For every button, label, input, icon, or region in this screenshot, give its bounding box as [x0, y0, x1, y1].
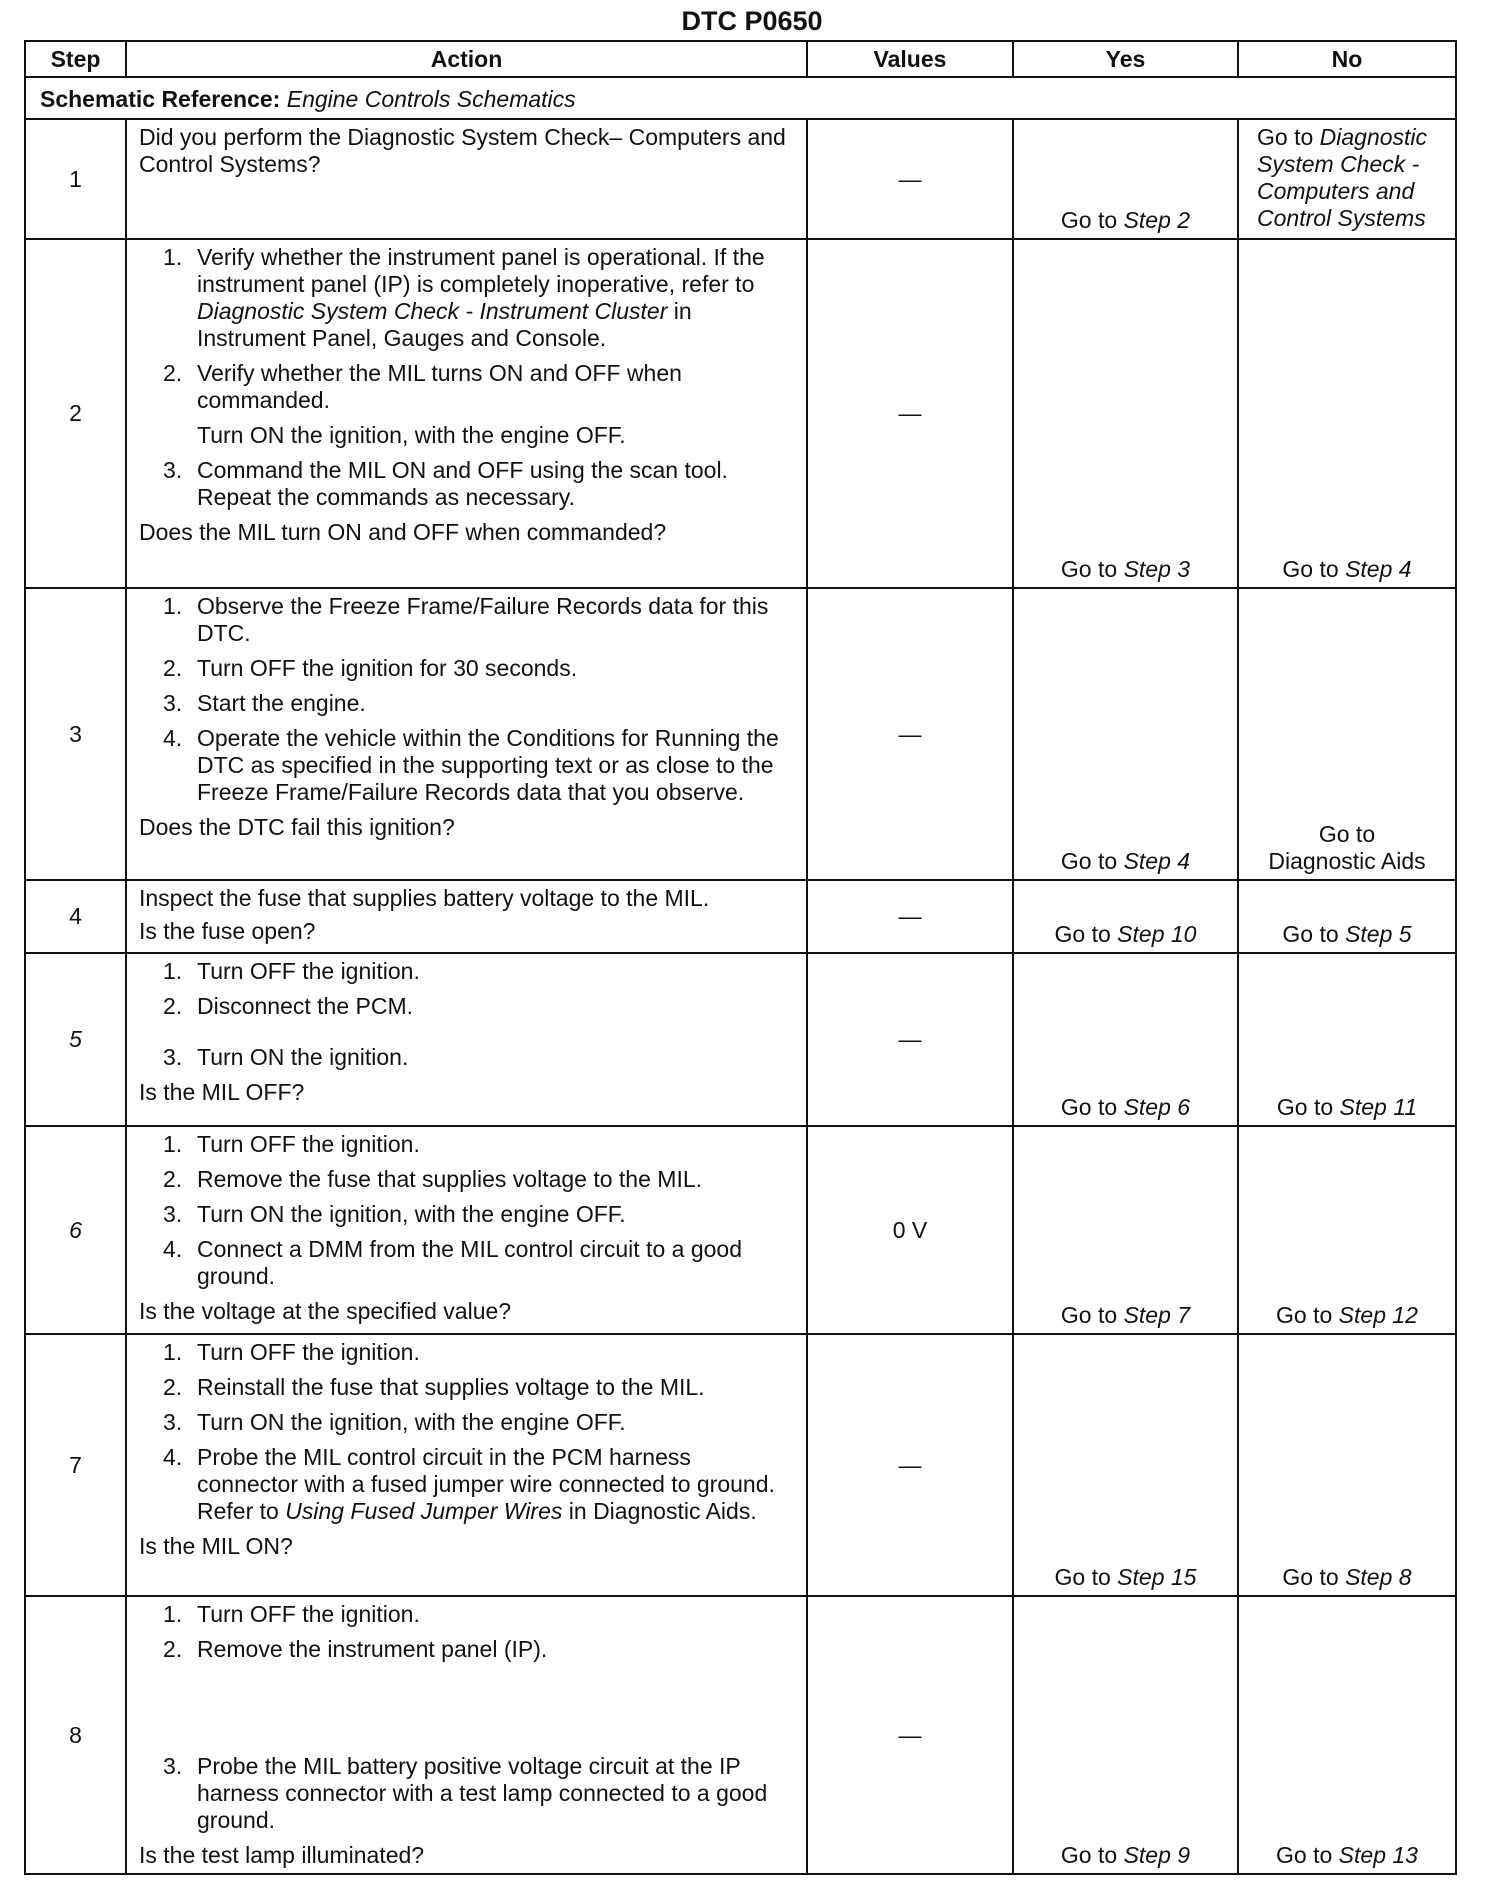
question: Is the voltage at the specified value? [139, 1298, 512, 1324]
table-row [25, 588, 1456, 880]
list-item: 4. Operate the vehicle within the Conditions for Running the DTC as specified in the supporting text or as close to the Freeze Frame/Failure Records data that you observe. [163, 725, 779, 805]
question: Is the MIL ON? [139, 1533, 293, 1559]
yes-cell: Go to Step 9 [1013, 1596, 1238, 1874]
list-item: 3. Probe the MIL battery positive voltage circuit at the IP harness connector with a test lamp connected to a good ground. [163, 1753, 768, 1833]
action-cell [126, 239, 807, 588]
list-item: 1. Turn OFF the ignition. [163, 1339, 420, 1365]
header-action: Action [126, 41, 807, 77]
header-yes: Yes [1013, 41, 1238, 77]
yes-cell: Go to Step 15 [1013, 1334, 1238, 1596]
value-cell: — [807, 1596, 1013, 1874]
step-number: 7 [25, 1334, 126, 1596]
value-cell: — [807, 119, 1013, 239]
table-row [25, 119, 1456, 239]
list-item: 4. Connect a DMM from the MIL control circuit to a good ground. [163, 1236, 742, 1289]
no-cell: Go to Step 12 [1238, 1126, 1456, 1334]
list-item: 4. Probe the MIL control circuit in the PCM harness connector with a fused jumper wire connected to ground. Refer to Using Fused Jumper Wires in Diagnostic Aids. [163, 1444, 775, 1524]
list-item: 2. Remove the instrument panel (IP). [163, 1636, 548, 1662]
no-cell: Go to Step 4 [1238, 239, 1456, 588]
question: Does the MIL turn ON and OFF when commanded? [139, 519, 667, 545]
list-item: 1. Turn OFF the ignition. [163, 958, 420, 984]
action-cell: Did you perform the Diagnostic System Check– Computers and Control Systems? [126, 119, 807, 239]
list-item: 1. Observe the Freeze Frame/Failure Records data for this DTC. [163, 593, 769, 646]
no-cell: Go to Diagnostic Aids [1238, 588, 1456, 880]
header-no: No [1238, 41, 1456, 77]
value-cell: — [807, 953, 1013, 1126]
list-item: 3. Command the MIL ON and OFF using the scan tool. Repeat the commands as necessary. [163, 457, 728, 510]
value-cell: — [807, 239, 1013, 588]
dtc-table [24, 40, 1457, 1875]
step-number: 1 [25, 119, 126, 239]
schematic-label: Schematic Reference: [40, 85, 281, 112]
schematic-ref: Engine Controls Schematics [286, 85, 576, 112]
schematic-row [25, 77, 1456, 119]
value-cell: — [807, 1334, 1013, 1596]
table-row [25, 953, 1456, 1126]
step-number: 2 [25, 239, 126, 588]
list-item: 3. Turn ON the ignition, with the engine OFF. [163, 1409, 626, 1435]
step-number: 5 [25, 953, 126, 1126]
list-item: 2. Reinstall the fuse that supplies voltage to the MIL. [163, 1374, 705, 1400]
yes-cell: Go to Step 4 [1013, 588, 1238, 880]
list-item: 2. Remove the fuse that supplies voltage to the MIL. [163, 1166, 703, 1192]
list-item: 3. Start the engine. [163, 690, 366, 716]
list-item: 1. Verify whether the instrument panel is operational. If the instrument panel (IP) is completely inoperative, refer to Diagnostic System Check - Instrument Cluster in Instrument Panel, Gauges and Console. [163, 244, 765, 351]
header-step: Step [25, 41, 126, 77]
yes-cell: Go to Step 7 [1013, 1126, 1238, 1334]
no-cell: Go to Step 8 [1238, 1334, 1456, 1596]
list-item: 2. Turn OFF the ignition for 30 seconds. [163, 655, 578, 681]
step-number: 6 [25, 1126, 126, 1334]
no-cell: Go to Step 11 [1238, 953, 1456, 1126]
header-row [25, 41, 1456, 77]
action-cell [126, 1126, 807, 1334]
question: Is the test lamp illuminated? [139, 1842, 425, 1868]
step-number: 4 [25, 880, 126, 953]
yes-cell: Go to Step 3 [1013, 239, 1238, 588]
yes-cell: Go to Step 2 [1013, 119, 1238, 239]
list-item: 3. Turn ON the ignition, with the engine OFF. [163, 1201, 626, 1227]
list-item: 1. Turn OFF the ignition. [163, 1601, 420, 1627]
list-item: 2. Disconnect the PCM. [163, 993, 414, 1019]
question: Is the fuse open? [139, 918, 316, 944]
no-cell: Go to Step 13 [1238, 1596, 1456, 1874]
list-item: 1. Turn OFF the ignition. [163, 1131, 420, 1157]
action-cell [126, 588, 807, 880]
step-number: 3 [25, 588, 126, 880]
note: Turn ON the ignition, with the engine OFF. [197, 422, 626, 448]
list-item: 2. Verify whether the MIL turns ON and OFF when commanded. [163, 360, 682, 413]
no-cell: Go to Step 5 [1238, 880, 1456, 953]
yes-cell: Go to Step 6 [1013, 953, 1238, 1126]
yes-cell: Go to Step 10 [1013, 880, 1238, 953]
list-item: 3. Turn ON the ignition. [163, 1044, 409, 1070]
no-cell: Go to Diagnostic System Check - Computers and Control Systems [1238, 119, 1456, 239]
table-row [25, 1126, 1456, 1334]
table-row [25, 239, 1456, 588]
table-row [25, 1334, 1456, 1596]
header-values: Values [807, 41, 1013, 77]
table-row [25, 1596, 1456, 1874]
step-number: 8 [25, 1596, 126, 1874]
question: Does the DTC fail this ignition? [139, 814, 455, 840]
action-cell [126, 1334, 807, 1596]
action-cell [126, 1596, 807, 1874]
question: Is the MIL OFF? [139, 1079, 305, 1105]
action-cell [126, 953, 807, 1126]
value-cell: 0 V [807, 1126, 1013, 1334]
table-row [25, 880, 1456, 953]
value-cell: — [807, 588, 1013, 880]
value-cell: — [807, 880, 1013, 953]
page-title: DTC P0650 [681, 6, 823, 36]
action-cell: Inspect the fuse that supplies battery voltage to the MIL. Is the fuse open? [126, 880, 807, 953]
